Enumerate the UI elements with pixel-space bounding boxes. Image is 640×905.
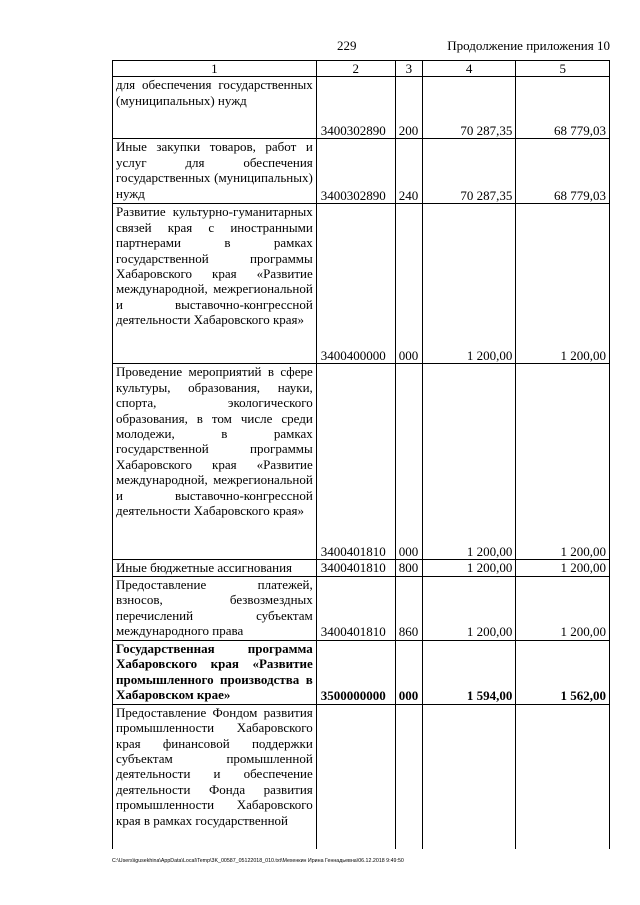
expense-type-code: 860 — [395, 576, 422, 640]
table-row — [113, 576, 610, 640]
table-row — [113, 77, 610, 139]
amount-year-2: 68 779,03 — [516, 139, 610, 204]
expense-type-code: 240 — [395, 139, 422, 204]
page-number: 229 — [337, 38, 357, 53]
target-article-code: 3400401810 — [316, 560, 395, 576]
amount-year-1: 1 200,00 — [422, 364, 516, 560]
column-header: 5 — [516, 61, 610, 77]
expense-type-code: 000 — [395, 364, 422, 560]
row-name: Предоставление платежей, взносов, безвозмездных перечислений субъектам международного права — [113, 576, 317, 640]
appendix-continuation-label: Продолжение приложения 10 — [447, 38, 610, 53]
amount-year-2 — [516, 704, 610, 849]
expense-type-code — [395, 704, 422, 849]
file-path-footer: C:\Users\igusekhina\AppData\Local\Temp\3K_00587_05122018_010.txt\Мехенкин Ирина Геннадьевна\06.12.2018 9:49:50 — [112, 858, 404, 864]
row-name: Предоставление Фондом развития промышленности Хабаровского края финансовой поддержки субъектам промышленной деятельности и обеспечение деятельности Фонда развития промышленности Хабаровского края в рамках государственной — [113, 704, 317, 849]
row-name: Иные бюджетные ассигнования — [113, 560, 317, 576]
page-header — [112, 38, 610, 58]
target-article-code: 3400302890 — [316, 139, 395, 204]
target-article-code: 3500000000 — [316, 640, 395, 704]
target-article-code: 3400401810 — [316, 364, 395, 560]
amount-year-2: 1 200,00 — [516, 576, 610, 640]
table-row — [113, 204, 610, 364]
column-header: 2 — [316, 61, 395, 77]
amount-year-1: 1 594,00 — [422, 640, 516, 704]
table-row — [113, 139, 610, 204]
row-name: Развитие культурно-гуманитарных связей края с иностранными партнерами в рамках государственной программы Хабаровского края «Развитие международной, межрегиональной и выставочно-конгрессной деятельности Хабаровского края» — [113, 204, 317, 364]
amount-year-1 — [422, 704, 516, 849]
amount-year-1: 70 287,35 — [422, 77, 516, 139]
row-name: Государственная программа Хабаровского края «Развитие промышленного производства в Хабаровском крае» — [113, 640, 317, 704]
amount-year-1: 70 287,35 — [422, 139, 516, 204]
amount-year-2: 1 200,00 — [516, 560, 610, 576]
amount-year-2: 1 200,00 — [516, 204, 610, 364]
expense-type-code: 800 — [395, 560, 422, 576]
amount-year-1: 1 200,00 — [422, 204, 516, 364]
column-header: 3 — [395, 61, 422, 77]
expense-type-code: 200 — [395, 77, 422, 139]
amount-year-2: 1 562,00 — [516, 640, 610, 704]
target-article-code: 3400302890 — [316, 77, 395, 139]
table-row — [113, 364, 610, 560]
target-article-code: 3400400000 — [316, 204, 395, 364]
amount-year-2: 68 779,03 — [516, 77, 610, 139]
column-number-row — [113, 61, 610, 77]
table-row — [113, 704, 610, 849]
column-header: 1 — [113, 61, 317, 77]
expense-type-code: 000 — [395, 640, 422, 704]
amount-year-1: 1 200,00 — [422, 576, 516, 640]
amount-year-1: 1 200,00 — [422, 560, 516, 576]
target-article-code: 3400401810 — [316, 576, 395, 640]
table-row — [113, 560, 610, 576]
row-name: Проведение мероприятий в сфере культуры, образования, науки, спорта, экологического образования, в том числе среди молодежи, в рамках государственной программы Хабаровского края «Развитие международной, межрегиональной и выставочно-конгрессной деятельности Хабаровского края» — [113, 364, 317, 560]
row-name: для обеспечения государственных (муниципальных) нужд — [113, 77, 317, 139]
target-article-code — [316, 704, 395, 849]
amount-year-2: 1 200,00 — [516, 364, 610, 560]
expense-type-code: 000 — [395, 204, 422, 364]
table-row — [113, 640, 610, 704]
budget-table — [112, 60, 610, 849]
row-name: Иные закупки товаров, работ и услуг для обеспечения государственных (муниципальных) нужд — [113, 139, 317, 204]
column-header: 4 — [422, 61, 516, 77]
